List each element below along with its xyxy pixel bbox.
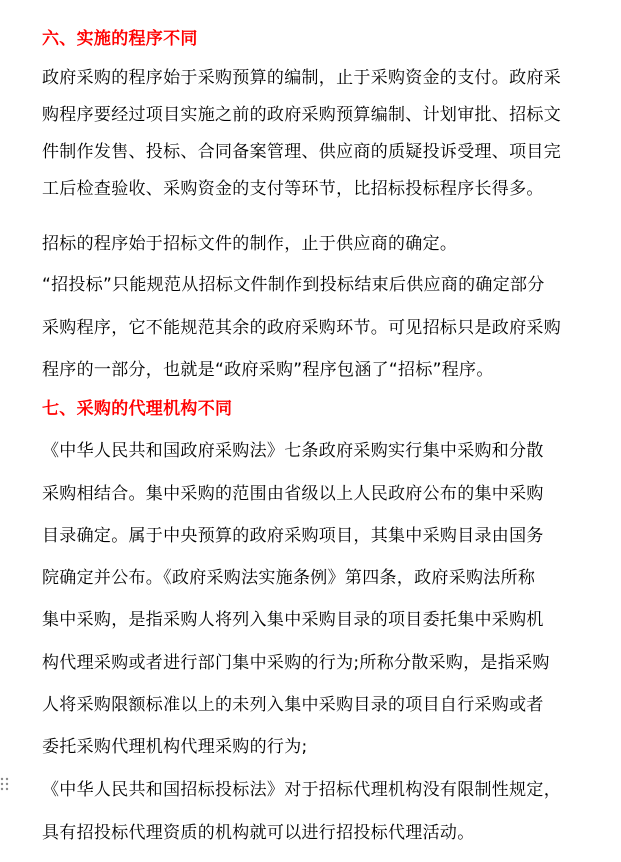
paragraph-line: 具有招投标代理资质的机构就可以进行招投标代理活动。 xyxy=(42,823,475,843)
paragraph-line: 工后检查验收、采购资金的支付等环节，比招标投标程序长得多。 xyxy=(42,179,544,199)
paragraph-line: 采购相结合。集中采购的范围由省级以上人民政府公布的集中采购 xyxy=(42,484,544,504)
paragraph-line: 程序的一部分，也就是“政府采购”程序包涵了“招标”程序。 xyxy=(42,360,494,380)
paragraph-line: 委托采购代理机构代理采购的行为; xyxy=(42,737,308,757)
paragraph-line: 件制作发售、投标、合同备案管理、供应商的质疑投诉受理、项目完 xyxy=(42,142,561,162)
paragraph-line: 购程序要经过项目实施之前的政府采购预算编制、计划审批、招标文 xyxy=(42,105,561,125)
paragraph-line: 政府采购的程序始于采购预算的编制，止于采购资金的支付。政府采 xyxy=(42,68,561,88)
paragraph-line: 《中华人民共和国政府采购法》七条政府采购实行集中采购和分散 xyxy=(42,441,544,461)
paragraph-line: 构代理采购或者进行部门集中采购的行为;所称分散采购，是指采购 xyxy=(42,653,550,673)
section-heading-7: 七、采购的代理机构不同 xyxy=(42,399,233,419)
paragraph-line: 《中华人民共和国招标投标法》对于招标代理机构没有限制性规定， xyxy=(42,780,561,800)
drag-handle-icon[interactable] xyxy=(0,776,10,796)
paragraph-line: 集中采购，是指采购人将列入集中采购目录的项目委托集中采购机 xyxy=(42,610,544,630)
paragraph-line: 人将采购限额标准以上的未列入集中采购目录的项目自行采购或者 xyxy=(42,695,544,715)
paragraph-line: “招投标”只能规范从招标文件制作到投标结束后供应商的确定部分 xyxy=(42,275,545,295)
section-heading-6: 六、实施的程序不同 xyxy=(42,29,198,49)
paragraph-line: 院确定并公布。《政府采购法实施条例》第四条，政府采购法所称 xyxy=(42,568,536,588)
paragraph-line: 招标的程序始于招标文件的制作，止于供应商的确定。 xyxy=(42,234,458,254)
paragraph-line: 采购程序，它不能规范其余的政府采购环节。可见招标只是政府采购 xyxy=(42,318,561,338)
paragraph-line: 目录确定。属于中央预算的政府采购项目，其集中采购目录由国务 xyxy=(42,526,544,546)
